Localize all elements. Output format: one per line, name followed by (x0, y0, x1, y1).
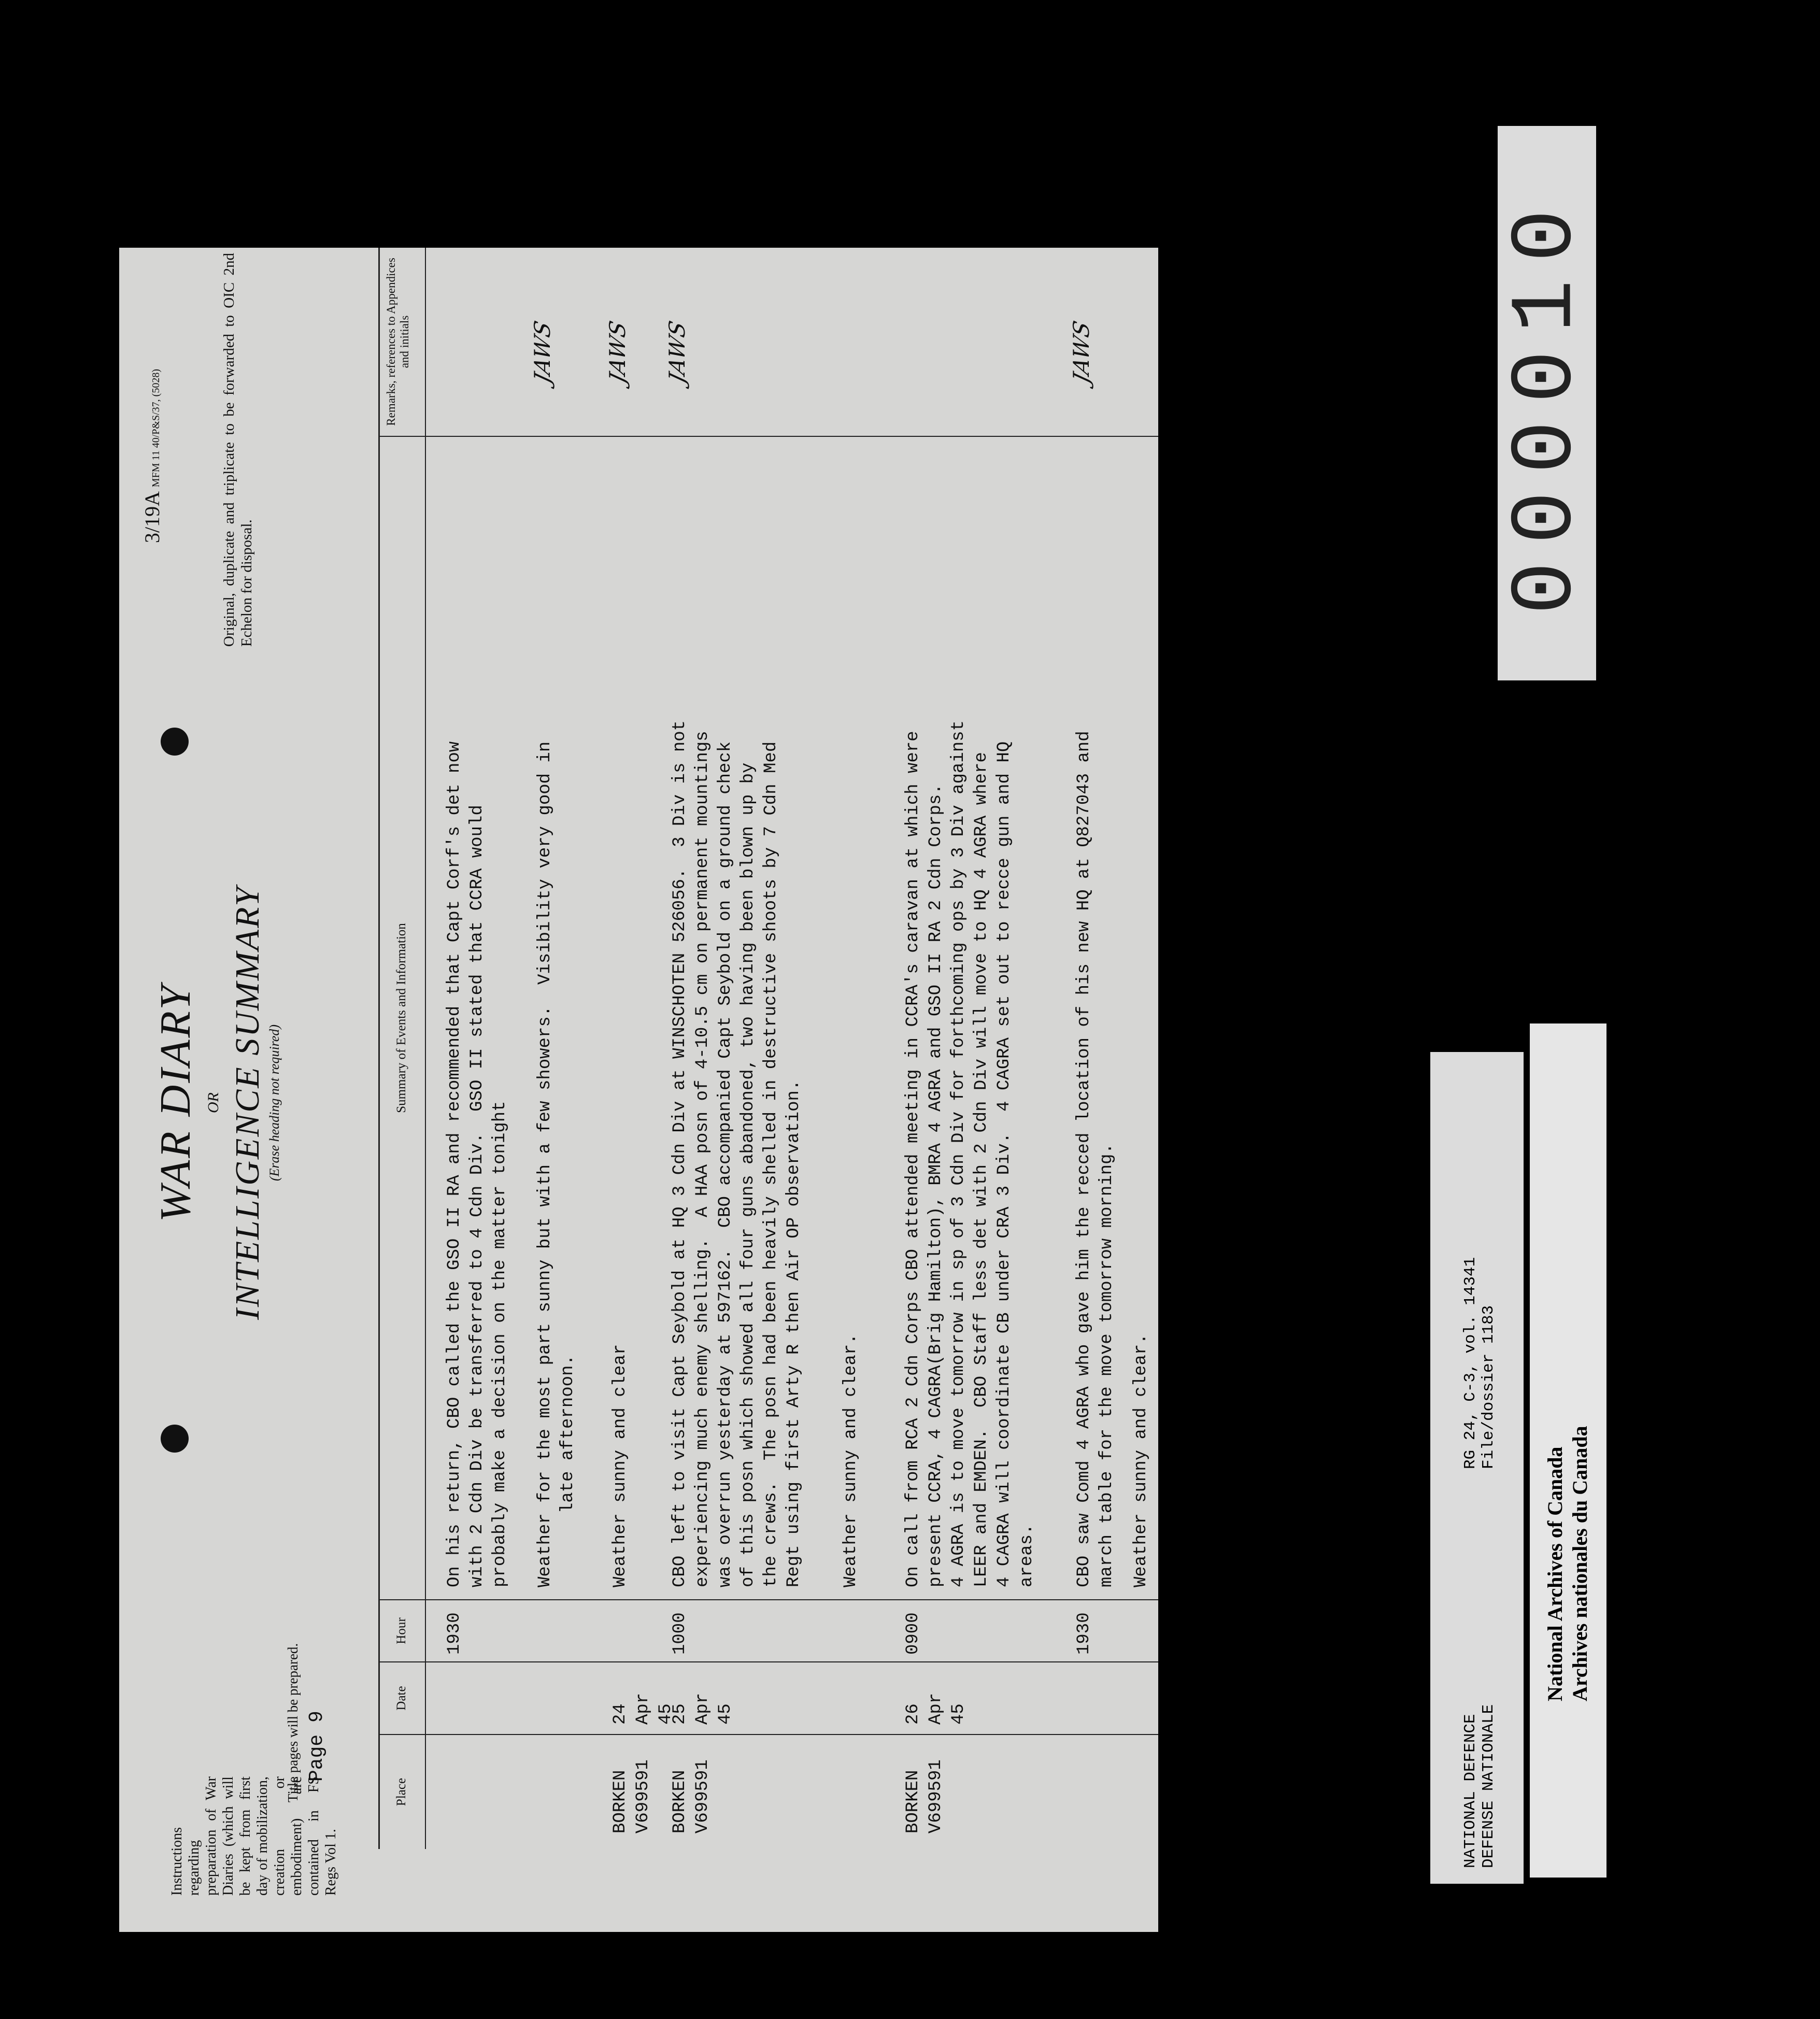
entry-summary-line: of this posn which showed all four guns abandoned, two having been blown up by (738, 762, 758, 1587)
column-hour: Hour (394, 1617, 408, 1644)
defence-line-1: NATIONAL DEFENCE (1461, 1714, 1480, 1868)
entry-summary-line: Weather sunny and clear (610, 1344, 630, 1587)
column-date: Date (394, 1686, 408, 1711)
entry-summary-line: 4 CAGRA will coordinate CB under CRA 3 Div. 4 CAGRA set out to recce gun and HQ (994, 741, 1014, 1587)
entry-summary-line: CBO saw Comd 4 AGRA who gave him the recced location of his new HQ at Q827043 and (1074, 731, 1094, 1587)
form-content (119, 248, 1158, 1932)
summary-remarks-divider (378, 436, 1158, 437)
entry-summary-line: Weather sunny and clear. (841, 1333, 861, 1587)
punch-hole-left (161, 1425, 189, 1453)
entry-summary-line: 4 AGRA is to move tomorrow in sp of 3 Cdn Div for forthcoming ops by 3 Div against (949, 720, 969, 1587)
erase-heading-note: (Erase heading not required) (267, 1024, 282, 1182)
record-group-reference: RG 24, C-3, vol. 14341 (1461, 1257, 1480, 1469)
entry-summary-line: with 2 Cdn Div be transferred to 4 Cdn Div. GSO II stated that CCRA would (467, 805, 487, 1587)
entry-summary-line: march table for the move tomorrow morning. (1097, 1143, 1117, 1587)
entry-hour: 0900 (903, 1612, 923, 1655)
entry-initials: JAWS (1069, 318, 1094, 386)
entry-summary-line: LEER and EMDEN. CBO Staff less det with 2 Cdn Div will move to HQ 4 AGRA where (972, 752, 991, 1587)
entry-summary-line: On his return, CBO called the GSO II RA and recommended that Capt Corf's det now (445, 741, 464, 1587)
entry-initials: JAWS (605, 318, 630, 386)
page-number: Page 9 (306, 1711, 328, 1782)
form-reference (140, 369, 164, 543)
title-pages-note: Title pages will be prepared. (285, 1643, 301, 1802)
national-archives-label-content (1530, 1023, 1606, 1878)
instructions-text: Instructions regarding preparation of War Diaries (which will be kept from first day of mobilization, creation or embodiment) are contained in FS Regs Vol 1. (169, 1776, 339, 1896)
entry-summary-line: was overrun yesterday at 597162. CBO accompanied Capt Seybold on a ground check (716, 741, 735, 1587)
file-dossier-reference: File/dossier 1183 (1480, 1305, 1498, 1469)
column-summary: Summary of Events and Information (394, 923, 408, 1113)
heading-or: OR (205, 1092, 222, 1113)
entry-place: BORKEN V699591 (670, 1759, 713, 1833)
frame-number-strip (1498, 126, 1596, 680)
entry-summary-line: experiencing much enemy shelling. A HAA posn of 4-10.5 cm on permanent mountings (693, 731, 713, 1587)
entry-initials: JAWS (664, 318, 690, 386)
entry-date: 26 Apr 45 (903, 1693, 969, 1725)
hour-summary-divider (378, 1599, 1158, 1600)
archives-line-english: National Archives of Canada (1543, 1446, 1567, 1701)
header-rule-left (378, 1735, 380, 1849)
column-place: Place (394, 1778, 408, 1807)
national-defence-label-content (1430, 1052, 1524, 1884)
entry-summary-line: On call from RCA 2 Cdn Corps CBO attended meeting in CCRA's caravan at which were (903, 731, 923, 1587)
place-date-divider (378, 1734, 1158, 1735)
header-rule-bottom (425, 248, 426, 1849)
form-number: 3/19A (140, 492, 164, 543)
national-defence-label (1430, 1052, 1524, 1884)
entry-summary-line: late afternoon. (558, 1355, 578, 1587)
entry-summary-line: Weather for the most part sunny but with a few showers. Visibility very good in (535, 741, 555, 1587)
frame-number: 000010 (1497, 191, 1597, 615)
column-remarks: Remarks, references to Appendices and initials (385, 258, 411, 426)
distribution-note: Original, duplicate and triplicate to be forwarded to OIC 2nd Echelon for disposal. (221, 253, 255, 647)
header-rule-top (378, 248, 380, 1735)
entry-date: 24 Apr 45 (610, 1693, 676, 1725)
entry-summary-line: the crews. The posn had been heavily shelled in destructive shoots by 7 Cdn Med (761, 741, 781, 1587)
entry-summary-line: Regt using first Arty R then Air OP observation. (784, 1079, 804, 1587)
archives-line-french: Archives nationales du Canada (1568, 1426, 1591, 1701)
entry-hour: 1930 (445, 1612, 464, 1655)
entry-initials: JAWS (530, 318, 555, 386)
national-archives-label (1530, 1023, 1606, 1878)
form-print-code: MFM 11 40/P&S/37, (5028) (150, 369, 162, 488)
punch-hole-right (161, 728, 189, 756)
defence-line-2: DEFENSE NATIONALE (1480, 1704, 1498, 1868)
entry-summary-line: areas. (1017, 1524, 1037, 1587)
entry-summary-line: probably make a decision on the matter tonight (490, 1101, 510, 1587)
war-diary-form (119, 248, 1158, 1932)
entry-date: 25 Apr 45 (670, 1693, 735, 1725)
entry-summary-line: present CCRA, 4 CAGRA(Brig Hamilton), BMRA 4 AGRA and GSO II RA 2 Cdn Corps. (926, 784, 946, 1587)
date-hour-divider (378, 1661, 1158, 1662)
entry-hour: 1930 (1074, 1612, 1094, 1655)
war-diary-heading: WAR DIARY (151, 983, 200, 1222)
intelligence-summary-heading: INTELLIGENCE SUMMARY (229, 886, 266, 1320)
entry-summary-line: CBO left to visit Capt Seybold at HQ 3 Cdn Div at WINSCHOTEN 526056. 3 Div is not (670, 720, 690, 1587)
entry-place: BORKEN V699591 (610, 1759, 653, 1833)
entry-summary-line: Weather sunny and clear. (1131, 1333, 1151, 1587)
entry-hour: 1000 (670, 1612, 690, 1655)
entry-place: BORKEN V699591 (903, 1759, 946, 1833)
